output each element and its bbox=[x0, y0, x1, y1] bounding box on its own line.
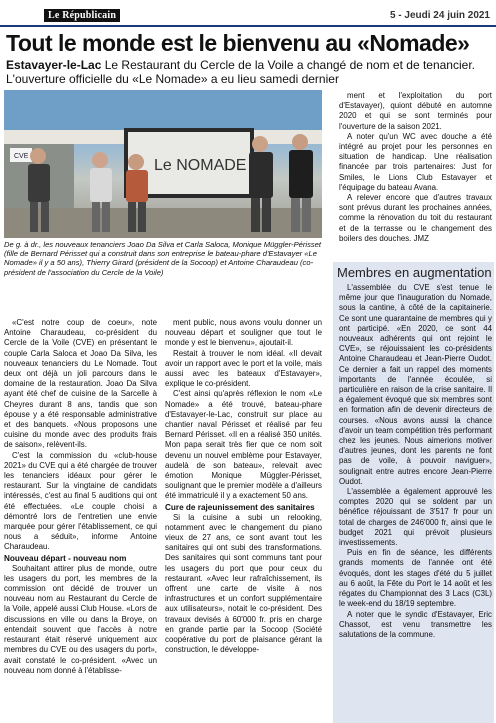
paragraph: ment public, nous avons voulu donner un nouveau départ et souligner que tout le monde y est le bienvenu», ajoutait-il. bbox=[165, 318, 322, 348]
sidebar-paragraph: Puis en fin de séance, les différents grands moments de l'année ont été évoqués, dont les stages d'été du 5 juillet au 6 août, la Fête du Port le 14 août et les régates du Championnat des 3 Lacs (C3L) le week-end du 18/19 septembre. bbox=[339, 548, 492, 609]
paragraph: Souhaitant attirer plus de monde, outre les usagers du port, les membres de la commission ont décidé de trouver un nouveau nom au Restaurant du Cercle de la Voile, appelé aussi Club House. «Lors de discussions en ville ou dans la Broye, on entendait souvent que l'accès à notre restaurant était réservé uniquement aux membres du CVE ou des usagers du port», avait constaté le co-président. «Avec un nouveau nom donné à l'établisse- bbox=[4, 563, 157, 675]
article-photo bbox=[4, 90, 322, 238]
photo-illustration bbox=[4, 90, 322, 238]
lead-place: Estavayer-le-Lac bbox=[6, 58, 102, 72]
sidebar-text bbox=[339, 283, 492, 721]
sidebar-paragraph: L'assemblée du CVE s'est tenue le même jour que l'inauguration du Nomade, sous la cantine, à côté de la capitainerie. Ce sont une quarantaine de membres qui y ont participé. «En 2020, ce sont 44 nouveaux adhérents qui ont rejoint le CVE», se réjouissaient les co-présidents Antoine Charaudeau et Jean-Pierre Oudot. Ce dernier a fait un rappel des moments importants de l'année écoulée, si particulière en raison de la crise sanitaire. Il a également évoqué que six membres sont en formation afin de devenir directeurs de courses. «Nous avons aussi la chance d'avoir un team compétition très performant chez les jeunes. Nous aimerions motiver d'autres jeunes, dont les parents ne font pas de voile, à pouvoir naviguer», soulignait entre autres encore Jean-Pierre Oudot. bbox=[339, 283, 492, 486]
lead-paragraph bbox=[6, 58, 492, 86]
sidebar-paragraph: L'assemblée a également approuvé les comptes 2020 qui se soldent par un bénéfice réjouissant de 3'517 fr pour un total de charges de 246'000 fr, ainsi que le budget 2021 qui prévoit plusieurs investissements. bbox=[339, 487, 492, 548]
photo-caption: De g. à dr., les nouveaux tenanciers Joao Da Silva et Carla Saloca, Monique Müggler-Périsset (fille de Bernard Périsset qui a construit dans son entreprise le bateau-phare d'Estavayer «Le Nomade» il y a 50 ans), Thierry Girard (président de la Socoop) et Antoine Charaudeau (co-président de l'association du Cercle de la Voile) bbox=[4, 240, 321, 277]
newspaper-logo: Le Républicain bbox=[44, 9, 120, 22]
paragraph: ment et l'exploitation du port d'Estavayer), quiont débuté en automne 2020 et qui se sont terminés pour l'ouverture de la saison 2021. bbox=[339, 91, 492, 131]
sidebar-paragraph: A noter que le syndic d'Estavayer, Eric Chassot, est venu transmettre les salutations de la commune. bbox=[339, 609, 492, 639]
paragraph: C'est la commission du «club-house 2021» du CVE qui a été chargée de trouver les tenanciers idéaux pour gérer le restaurant. Sur la vingtaine de candidats intéressés, c'est au final 5 auditions qui ont été effectuées. «Le couple choisi a démontré lors de l'entretien une envie marquée pour gérer l'établissement, ce qui nous a séduit», informe Antoine Charaudeau. bbox=[4, 450, 157, 552]
sidebar-title: Membres en augmentation bbox=[337, 265, 492, 280]
masthead-rule bbox=[0, 25, 496, 27]
masthead bbox=[0, 0, 496, 26]
article-column-2 bbox=[165, 318, 322, 723]
paragraph: A noter qu'un WC avec douche a été intégré au projet pour les personnes en situation de handicap. Une réalisation financée par trois partenaires: Just for Smiles, le Lions Club Estavayer et l'équipage du bateau Avana. bbox=[339, 131, 492, 192]
headline: Tout le monde est le bienvenu au «Nomade» bbox=[6, 30, 470, 56]
paragraph: C'est ainsi qu'après réflexion le nom «Le Nomade» a été trouvé, bateau-phare d'Estavayer-le-Lac, construit sur place au chantier naval Périsset et réalisé par feu Bernard Périsset. «Il en a réalisé 350 unités. Mon papa serait très fier que ce nom soit devenu un nouvel emblème pour Estavayer, audelà de son bateau», relevait avec émotion Monique Müggler-Périsset, soulignant que le premier modèle a d'ailleurs été immatriculé il y a exactement 50 ans. bbox=[165, 389, 322, 501]
paragraph: A relever encore que d'autres travaux sont prévus durant les prochaines années, comme la rénovation du toit du restaurant et de la terrasse ou le changement des boilers des douches. JMZ bbox=[339, 193, 492, 243]
paragraph: «C'est notre coup de coeur», note Antoine Charaudeau, co-président du Cercle de la Voile (CVE) en présentant le couple Carla Saloca et Joao Da Silva, les nouveaux tenanciers du Le Nomade. Tout deux ont déjà un joli parcours dans le domaine de la restauration. Joao Da Silva ayant été chef de cuisine de la Sarcelle à Cheyres durant 8 ans, tandis que son épouse y a été responsable administrative et des banquets. «Nous proposons une cuisine du monde avec des produits frais de saison», relèvent-ils. bbox=[4, 318, 157, 450]
paragraph: Restait à trouver le nom idéal. «Il devait avoir un rapport avec le port et la voile, mais aussi avec les bateaux d'Estavayer», explique le co-président. bbox=[165, 348, 322, 389]
nomade-sign: Le NOMADE bbox=[154, 157, 247, 174]
paragraph: Si la cuisine a subi un relooking, notamment avec le changement du piano vieux de 27 ans, ce sont avant tout les sanitaires qui ont subi des transformations. Des sanitaires qui sont communs tant pour les usagers du port que pour ceux du restaurant. «Avec leur rafraîchissement, ils offrent une carte de visite à nos infrastructures et un confort supplémentaire aux utilisateurs», notait le co-président. Des travaux devisés à 60'000 fr. pris en charge en grande partie par la Socoop (Société coopérative du port de plaisance gérant la construction, le développe- bbox=[165, 512, 322, 655]
cve-sign: CVE bbox=[14, 153, 29, 160]
subheading: Cure de rajeunissement des sanitaires bbox=[165, 502, 315, 512]
page-info: 5 - Jeudi 24 juin 2021 bbox=[389, 10, 490, 21]
article-column-1 bbox=[4, 318, 157, 723]
subheading: Nouveau départ - nouveau nom bbox=[4, 553, 127, 563]
lead-text: Le Restaurant du Cercle de la Voile a changé de nom et de tenancier. L'ouverture officielle du «Le Nomade» a eu lieu samedi dernier bbox=[6, 58, 475, 86]
article-column-3 bbox=[339, 91, 492, 259]
